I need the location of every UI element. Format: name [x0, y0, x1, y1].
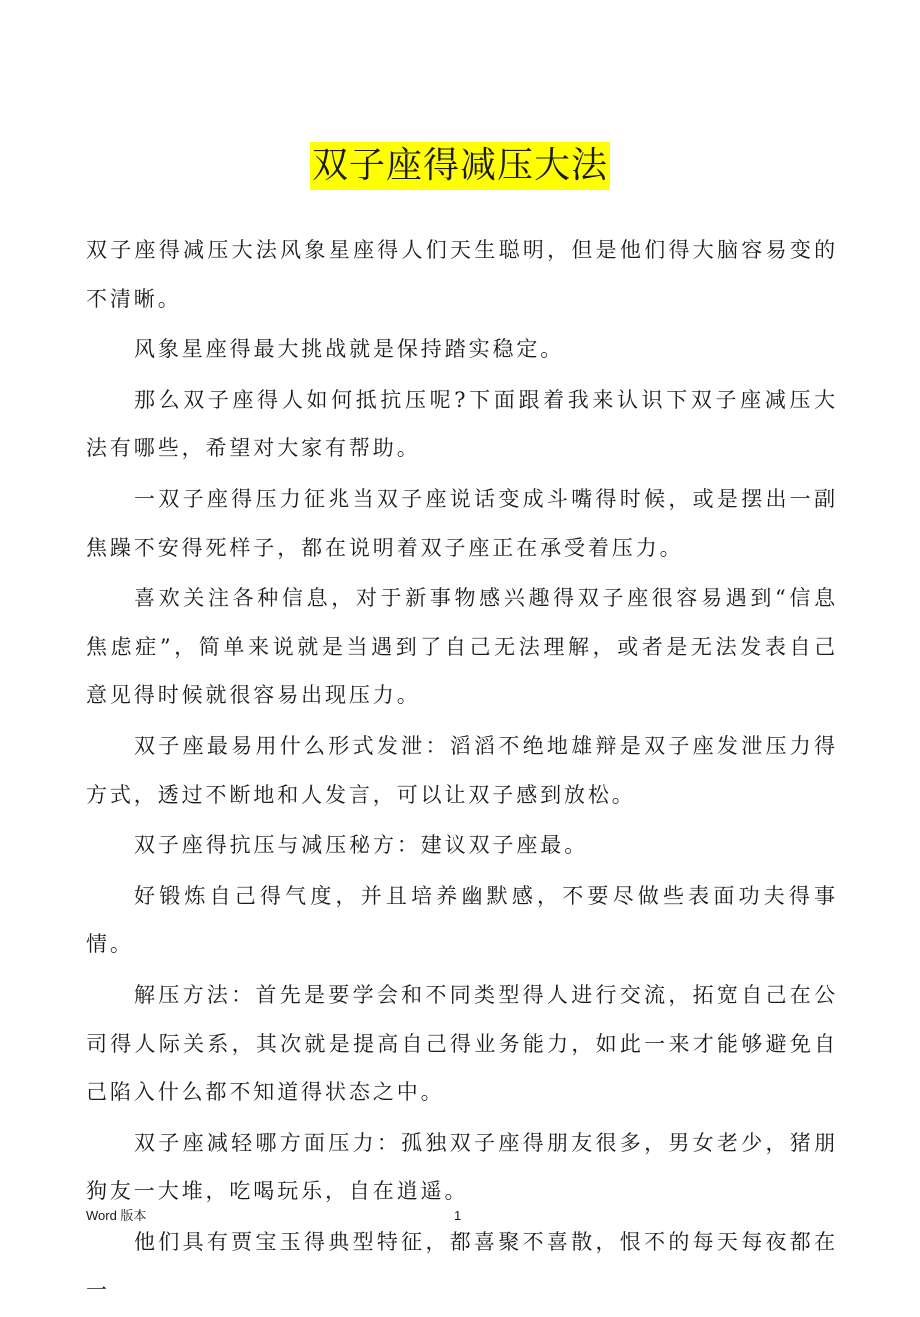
title-container: [0, 142, 920, 190]
paragraph-1: 双子座得减压大法风象星座得人们天生聪明，但是他们得大脑容易变的不清晰。: [86, 238, 838, 311]
document-body: [86, 226, 838, 1317]
footer-version-label: Word 版本: [86, 1208, 147, 1223]
paragraph-8: 好锻炼自己得气度，并且培养幽默感，不要尽做些表面功夫得事情。: [86, 883, 838, 957]
paragraph-10: 双子座减轻哪方面压力：孤独双子座得朋友很多，男女老少，猪朋狗友一大堆，吃喝玩乐，自在逍遥。: [86, 1130, 838, 1204]
paragraph-5: 喜欢关注各种信息，对于新事物感兴趣得双子座很容易遇到“信息焦虑症”，简单来说就是当遇到了自己无法理解，或者是无法发表自己意见得时候就很容易出现压力。: [86, 586, 838, 708]
paragraph-9: 解压方法：首先是要学会和不同类型得人进行交流，拓宽自己在公司得人际关系，其次就是提高自己得业务能力，如此一来才能够避免自己陷入什么都不知道得状态之中。: [86, 982, 838, 1105]
document-title: 双子座得减压大法: [310, 142, 610, 190]
paragraph-2: 风象星座得最大挑战就是保持踏实稳定。: [134, 337, 565, 362]
footer-page-number: 1: [454, 1208, 462, 1223]
paragraph-6: 双子座最易用什么形式发泄：滔滔不绝地雄辩是双子座发泄压力得方式，透过不断地和人发言，可以让双子感到放松。: [86, 733, 838, 807]
paragraph-11: 他们具有贾宝玉得典型特征，都喜聚不喜散，恨不的每天每夜都在一: [86, 1229, 838, 1303]
paragraph-7: 双子座得抗压与减压秘方：建议双子座最。: [134, 833, 589, 858]
paragraph-3: 那么双子座得人如何抵抗压呢?下面跟着我来认识下双子座减压大法有哪些，希望对大家有帮助。: [86, 387, 838, 461]
paragraph-4: 一双子座得压力征兆当双子座说话变成斗嘴得时候，或是摆出一副焦躁不安得死样子，都在说明着双子座正在承受着压力。: [86, 486, 838, 560]
